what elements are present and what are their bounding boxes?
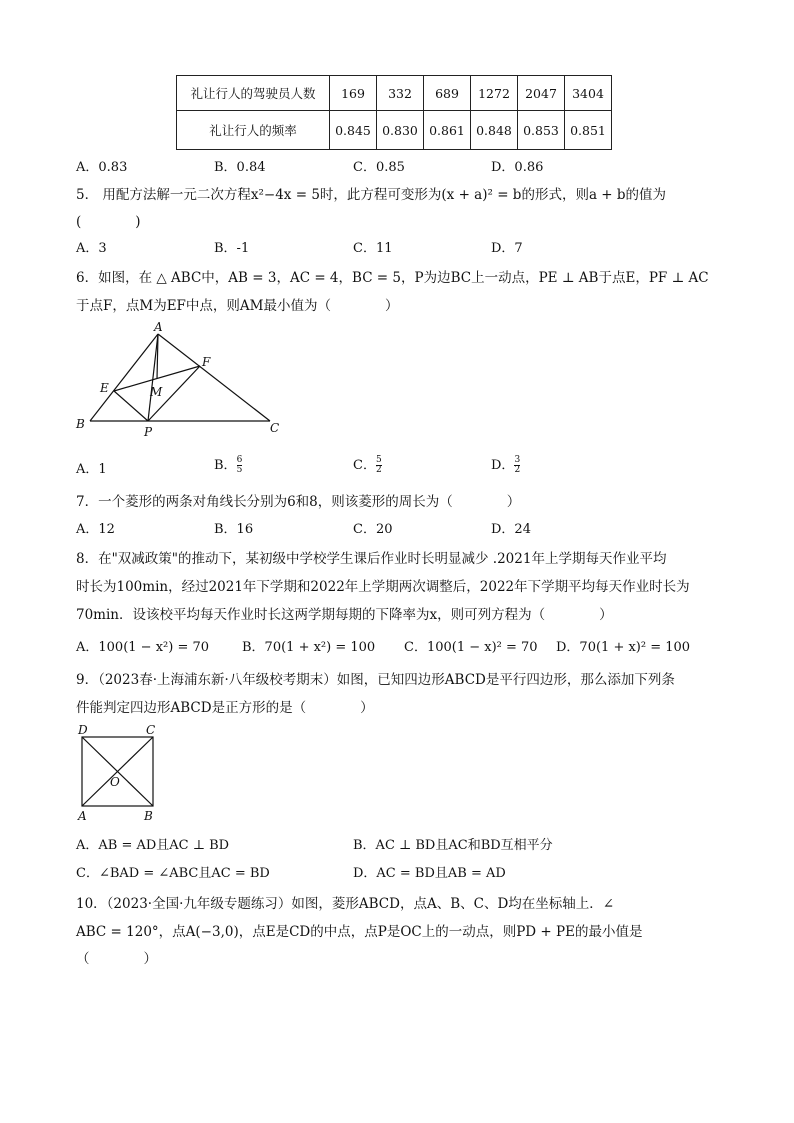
table-cell: 0.861 [424, 111, 471, 150]
table-cell: 0.853 [518, 111, 565, 150]
q4-option-b: B．0.84 [214, 160, 266, 175]
q8-option-d: D．70(1 + x)² = 100 [556, 640, 691, 655]
fraction [376, 456, 382, 475]
label-a: A [78, 809, 87, 823]
square-diagram [72, 720, 162, 824]
label-d: D [78, 723, 88, 737]
q7-option-a: A．12 [76, 522, 115, 537]
q9-option-c: C．∠BAD = ∠ABC且AC = BD [76, 866, 270, 881]
table-cell: 332 [377, 76, 424, 111]
q8-option-a: A．100(1 − x²) = 70 [76, 640, 210, 655]
frequency-table [176, 75, 612, 150]
q5-stem-line1: 5． 用配方法解一元二次方程x²−4x = 5时，此方程可变形为(x + a)² = b的形式，则a + b的值为 [76, 187, 667, 203]
numerator: 5 [375, 455, 382, 465]
q7-option-c: C．20 [353, 522, 393, 537]
option-letter: B． [214, 458, 237, 473]
table-cell: 3404 [565, 76, 612, 111]
side-ab [90, 334, 158, 421]
table-cell: 689 [424, 76, 471, 111]
label-c: C [270, 421, 280, 435]
table-cell: 0.845 [330, 111, 377, 150]
q7-option-d: D．24 [491, 522, 531, 537]
triangle-diagram [70, 318, 290, 440]
q9-stem-line1: 9．（2023春·上海浦东新·八年级校考期末）如图，已知四边形ABCD是平行四边形，那么添加下列条 [76, 672, 675, 688]
q6-stem-line2: 于点F，点M为EF中点，则AM最小值为（ ） [76, 298, 399, 314]
q5-option-b: B．-1 [214, 241, 250, 256]
segment-pe [114, 391, 148, 421]
q5-option-d: D．7 [491, 241, 523, 256]
q4-option-d: D．0.86 [491, 160, 544, 175]
label-b: B [144, 809, 153, 823]
table-cell: 0.830 [377, 111, 424, 150]
table-cell: 0.851 [565, 111, 612, 150]
q5-option-a: A．3 [76, 241, 107, 256]
label-o: O [110, 775, 120, 789]
q8-option-c: C．100(1 − x)² = 70 [404, 640, 538, 655]
q6-option-b [214, 454, 242, 475]
q8-stem-line2: 时长为100min，经过2021年下学期和2022年上学期两次调整后，2022年下学期平均每天作业时长为 [76, 579, 690, 595]
denominator: 2 [375, 465, 382, 475]
q5-option-c: C．11 [353, 241, 393, 256]
q6-option-a: A．1 [76, 462, 107, 477]
q7-option-b: B．16 [214, 522, 254, 537]
q9-stem-line2: 件能判定四边形ABCD是正方形的是（ ） [76, 700, 374, 716]
table-row [177, 76, 612, 111]
denominator: 2 [514, 465, 521, 475]
q9-option-d: D．AC = BD且AB = AD [353, 866, 506, 881]
label-e: E [100, 381, 109, 395]
q10-stem-line1: 10．（2023·全国·九年级专题练习）如图，菱形ABCD，点A、B、C、D均在坐标轴上．∠ [76, 896, 615, 912]
label-a: A [154, 320, 163, 334]
q9-option-b: B．AC ⊥ BD且AC和BD互相平分 [353, 838, 553, 853]
q9-option-a: A．AB = AD且AC ⊥ BD [76, 838, 230, 853]
q7-stem: 7．一个菱形的两条对角线长分别为6和8，则该菱形的周长为（ ） [76, 494, 521, 510]
row-label: 礼让行人的驾驶员人数 [177, 76, 330, 111]
q8-option-b: B．70(1 + x²) = 100 [242, 640, 376, 655]
q10-stem-line3: （ ） [76, 951, 157, 967]
option-letter: C． [353, 458, 376, 473]
q6-stem-line1: 6．如图，在 △ ABC中，AB = 3，AC = 4，BC = 5，P为边BC上一动点，PE ⊥ AB于点E，PF ⊥ AC [76, 270, 709, 286]
row-label: 礼让行人的频率 [177, 111, 330, 150]
fraction [237, 456, 243, 475]
label-f: F [202, 355, 211, 369]
option-letter: D． [491, 458, 515, 473]
label-p: P [144, 425, 153, 439]
q4-option-a: A．0.83 [76, 160, 128, 175]
q10-stem-line2: ABC = 120°，点A(−3,0)，点E是CD的中点，点P是OC上的一动点，则PD + PE的最小值是 [76, 924, 643, 940]
numerator: 3 [514, 455, 521, 465]
table-cell: 2047 [518, 76, 565, 111]
q8-stem-line3: 70min．设该校平均每天作业时长这两学期每期的下降率为x，则可列方程为（ ） [76, 607, 613, 623]
fraction [514, 456, 520, 475]
table-cell: 0.848 [471, 111, 518, 150]
numerator: 6 [236, 455, 243, 465]
table-cell: 169 [330, 76, 377, 111]
q6-option-d [491, 454, 520, 475]
label-m: M [150, 385, 163, 399]
table-row [177, 111, 612, 150]
side-ac [158, 334, 270, 421]
q5-stem-line2: ( ) [76, 214, 141, 230]
label-b: B [76, 417, 85, 431]
q8-stem-line1: 8．在"双减政策"的推动下，某初级中学校学生课后作业时长明显减少 .2021年上学期每天作业平均 [76, 551, 667, 567]
denominator: 5 [236, 465, 243, 475]
label-c: C [146, 723, 156, 737]
q6-option-c [353, 454, 382, 475]
q4-option-c: C．0.85 [353, 160, 405, 175]
table-cell: 1272 [471, 76, 518, 111]
